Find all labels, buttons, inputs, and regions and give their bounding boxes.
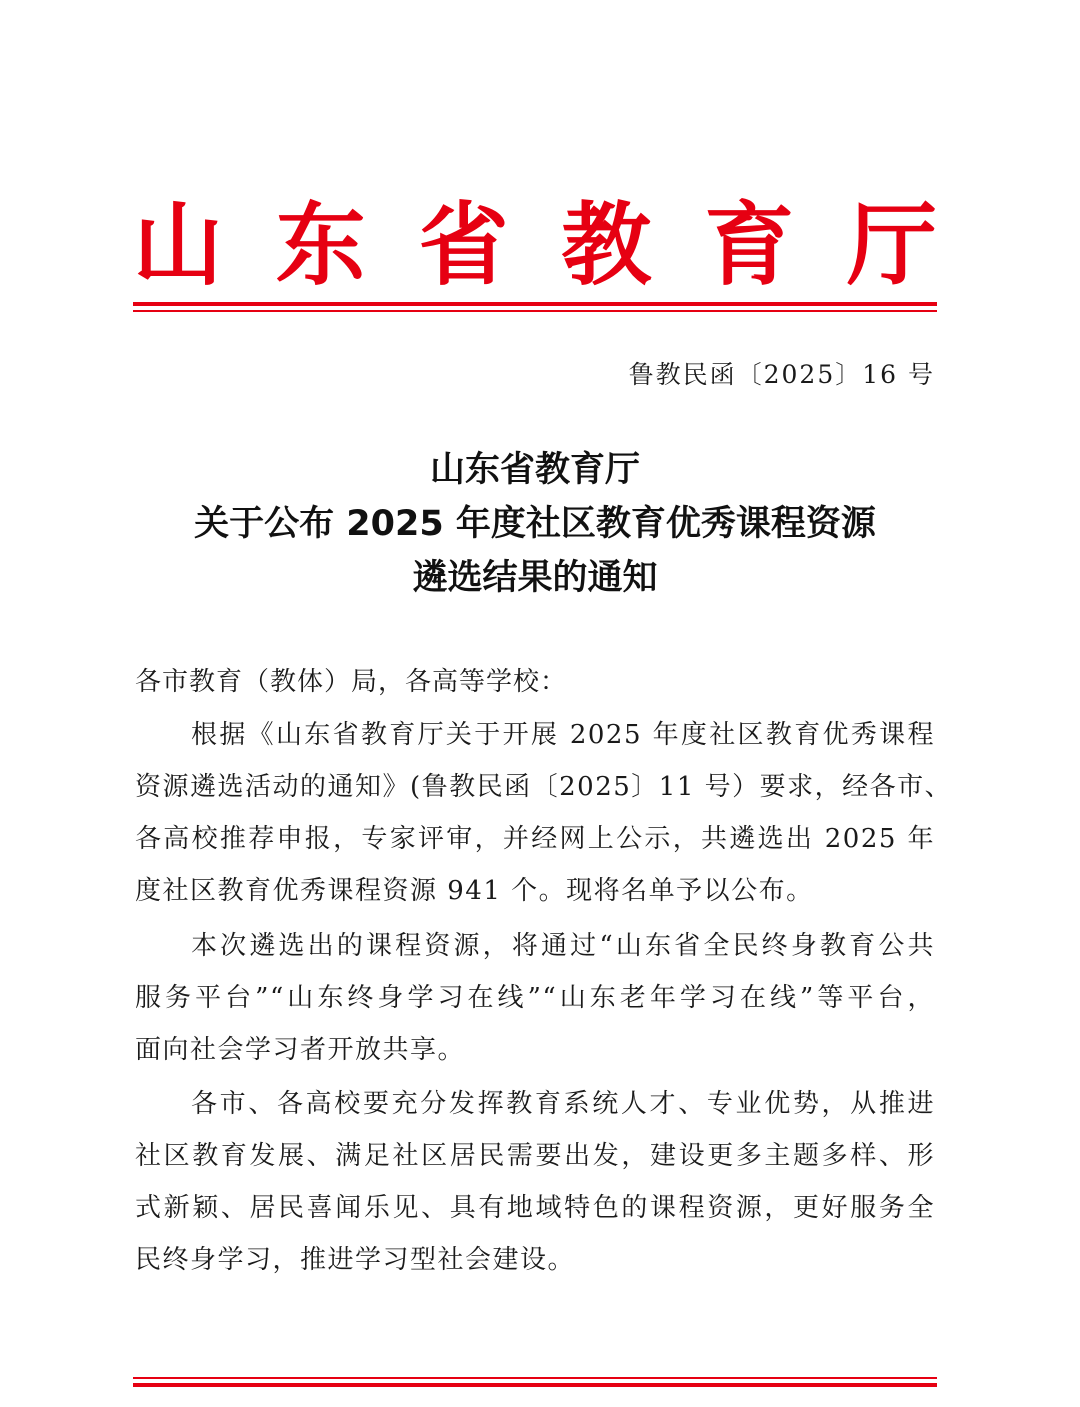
footer-rule-thin xyxy=(133,1377,937,1379)
paragraph-line: 民终身学习，推进学习型社会建设。 xyxy=(135,1245,576,1275)
paragraph-line: 各市、各高校要充分发挥教育系统人才、专业优势，从推进 xyxy=(191,1089,935,1119)
masthead-char: 省 xyxy=(418,193,509,298)
paragraph-line: 资源遴选活动的通知》(鲁教民函〔2025〕11 号）要求，经各市、 xyxy=(135,772,953,802)
title-line: 关于公布 2025 年度社区教育优秀课程资源 xyxy=(194,504,876,544)
masthead-char: 山 xyxy=(133,193,223,298)
paragraph-line: 本次遴选出的课程资源，将通过“山东省全民终身教育公共 xyxy=(191,931,935,961)
masthead-rule-thick xyxy=(133,302,937,306)
paragraph-line: 度社区教育优秀课程资源 941 个。现将名单予以公布。 xyxy=(135,876,814,906)
masthead-char: 育 xyxy=(704,193,795,298)
masthead-char: 厅 xyxy=(846,193,937,298)
paragraph-line: 根据《山东省教育厅关于开展 2025 年度社区教育优秀课程 xyxy=(191,720,935,750)
body-paragraph xyxy=(135,920,935,1076)
body-paragraph xyxy=(135,1078,935,1286)
title-line: 山东省教育厅 xyxy=(429,450,640,490)
body-paragraph xyxy=(135,709,953,917)
paragraph-line: 社区教育发展、满足社区居民需要出发，建设更多主题多样、形 xyxy=(135,1141,935,1171)
paragraph-line: 各高校推荐申报，专家评审，并经网上公示，共遴选出 2025 年 xyxy=(135,824,935,854)
paragraph-line: 面向社会学习者开放共享。 xyxy=(135,1035,466,1065)
salutation: 各市教育（教体）局，各高等学校： xyxy=(135,667,568,697)
masthead-rule-thin xyxy=(133,310,937,312)
paragraph-line: 服务平台”“山东终身学习在线”“山东老年学习在线”等平台， xyxy=(135,983,935,1013)
document-title xyxy=(133,443,937,605)
masthead xyxy=(133,193,937,298)
footer-rule-thick xyxy=(133,1383,937,1387)
paragraph-line: 式新颖、居民喜闻乐见、具有地域特色的课程资源，更好服务全 xyxy=(135,1193,935,1223)
document-number: 鲁教民函〔2025〕16 号 xyxy=(628,360,935,389)
masthead-char: 东 xyxy=(275,193,366,298)
masthead-char: 教 xyxy=(561,193,652,298)
title-line: 遴选结果的通知 xyxy=(412,558,658,598)
